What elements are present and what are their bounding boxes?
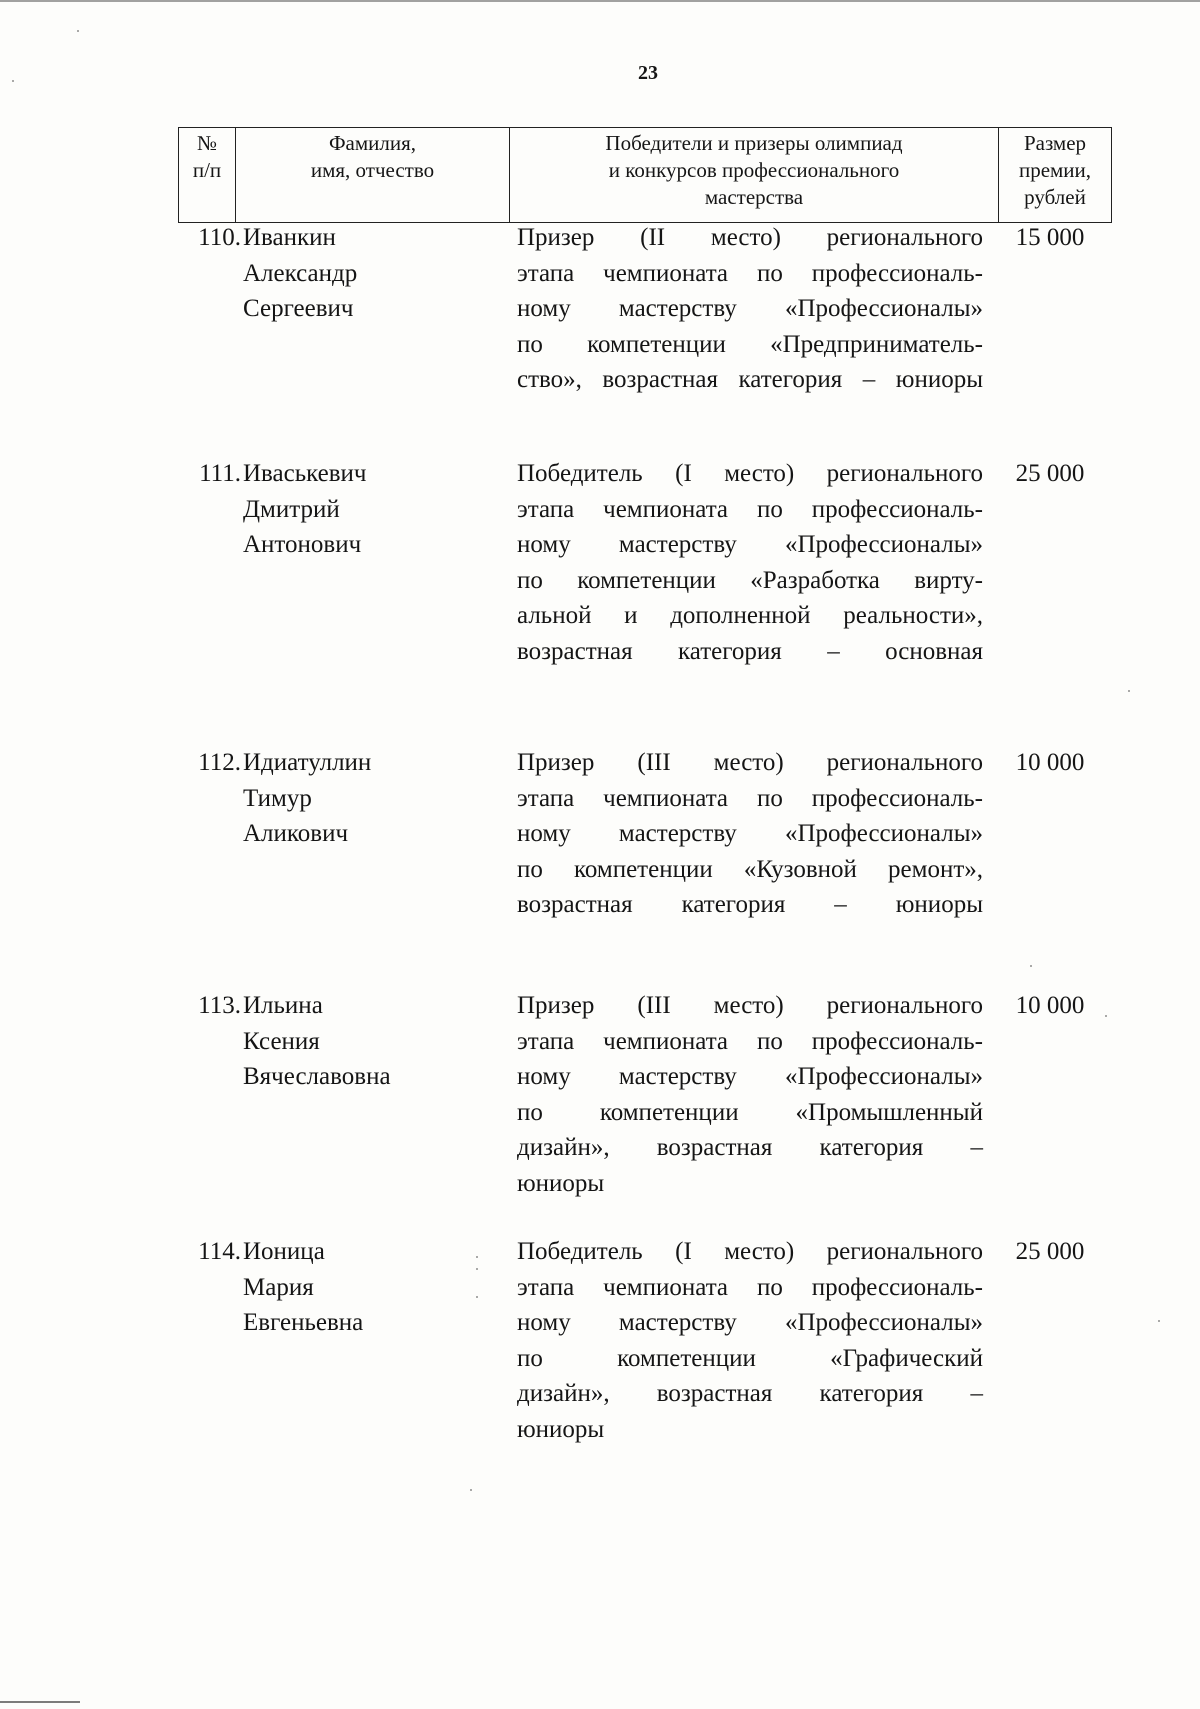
achievement-line: по компетенции «Кузовной ремонт», <box>517 855 983 883</box>
scan-speck <box>77 30 79 32</box>
row-full-name: Иваськевич Дмитрий Антонович <box>243 460 367 558</box>
achievement-line: этапа чемпионата по профессиональ- <box>517 1027 983 1055</box>
achievement-line: этапа чемпионата по профессиональ- <box>517 495 983 523</box>
row-number: 111. <box>199 460 241 487</box>
scan-edge-top <box>0 0 1200 2</box>
row-prize-amount: 15 000 <box>1015 224 1085 251</box>
row-achievement <box>517 220 983 398</box>
header-number: № п/п <box>179 128 236 222</box>
page-number: 23 <box>638 62 658 84</box>
row-prize-amount: 10 000 <box>1015 992 1085 1019</box>
scan-speck <box>470 1489 472 1491</box>
achievement-line: юниоры <box>517 1415 605 1443</box>
achievement-line: этапа чемпионата по профессиональ- <box>517 259 983 287</box>
achievement-line: по компетенции «Графический <box>517 1344 983 1372</box>
header-full-name: Фамилия, имя, отчество <box>236 128 510 222</box>
row-prize-amount: 10 000 <box>1015 749 1085 776</box>
achievement-line: Победитель (I место) регионального <box>517 1238 983 1265</box>
row-achievement <box>517 1234 983 1447</box>
achievement-line: по компетенции «Промышленный <box>517 1098 983 1126</box>
achievement-line: по компетенции «Предприниматель- <box>517 330 983 358</box>
scan-speck <box>1158 1320 1160 1322</box>
achievement-line: альной и дополненной реальности», <box>517 602 983 629</box>
row-full-name: Ильина Ксения Вячеславовна <box>243 992 391 1090</box>
row-achievement <box>517 745 983 923</box>
row-achievement <box>517 456 983 669</box>
row-full-name: Идиатуллин Тимур Аликович <box>243 749 372 847</box>
row-prize-amount: 25 000 <box>1015 460 1085 487</box>
row-number: 114. <box>198 1238 241 1265</box>
achievement-line: дизайн», возрастная категория – <box>517 1134 983 1161</box>
row-full-name: Ионица Мария Евгеньевна <box>243 1238 364 1336</box>
achievement-line: возрастная категория – юниоры <box>517 891 983 918</box>
achievement-line: ному мастерству «Профессионалы» <box>517 531 983 558</box>
header-prize-amount: Размер премии, рублей <box>1018 131 1092 209</box>
achievement-line: Призер (III место) регионального <box>517 749 983 776</box>
scan-speck <box>1030 965 1032 967</box>
achievement-line: Призер (II место) регионального <box>517 224 983 251</box>
row-number: 110. <box>198 224 241 251</box>
scan-edge-bottom <box>0 1701 80 1703</box>
row-full-name: Иванкин Александр Сергеевич <box>243 224 358 322</box>
table-header <box>178 127 1112 223</box>
achievement-line: ство», возрастная категория – юниоры <box>517 366 983 393</box>
row-number: 112. <box>198 749 241 776</box>
achievement-line: ному мастерству «Профессионалы» <box>517 1063 983 1090</box>
row-prize-amount: 25 000 <box>1015 1238 1085 1265</box>
row-number: 113. <box>198 992 241 1019</box>
achievement-line: дизайн», возрастная категория – <box>517 1380 983 1407</box>
achievement-line: ному мастерству «Профессионалы» <box>517 1309 983 1336</box>
achievement-line: этапа чемпионата по профессиональ- <box>517 784 983 812</box>
achievement-line: юниоры <box>517 1169 605 1197</box>
scan-speck <box>1128 690 1130 692</box>
achievement-line: по компетенции «Разработка вирту- <box>517 566 983 594</box>
achievement-line: этапа чемпионата по профессиональ- <box>517 1273 983 1301</box>
achievement-line: ному мастерству «Профессионалы» <box>517 820 983 847</box>
achievement-line: Победитель (I место) регионального <box>517 460 983 487</box>
achievement-line: возрастная категория – основная <box>517 637 983 665</box>
achievement-line: Призер (III место) регионального <box>517 992 983 1019</box>
header-achievement: Победители и призеры олимпиад и конкурсов профессионального мастерства <box>510 128 999 222</box>
achievement-line: ному мастерству «Профессионалы» <box>517 295 983 322</box>
scan-speck <box>1105 1015 1107 1017</box>
row-achievement <box>517 988 983 1201</box>
scan-speck <box>12 80 14 82</box>
